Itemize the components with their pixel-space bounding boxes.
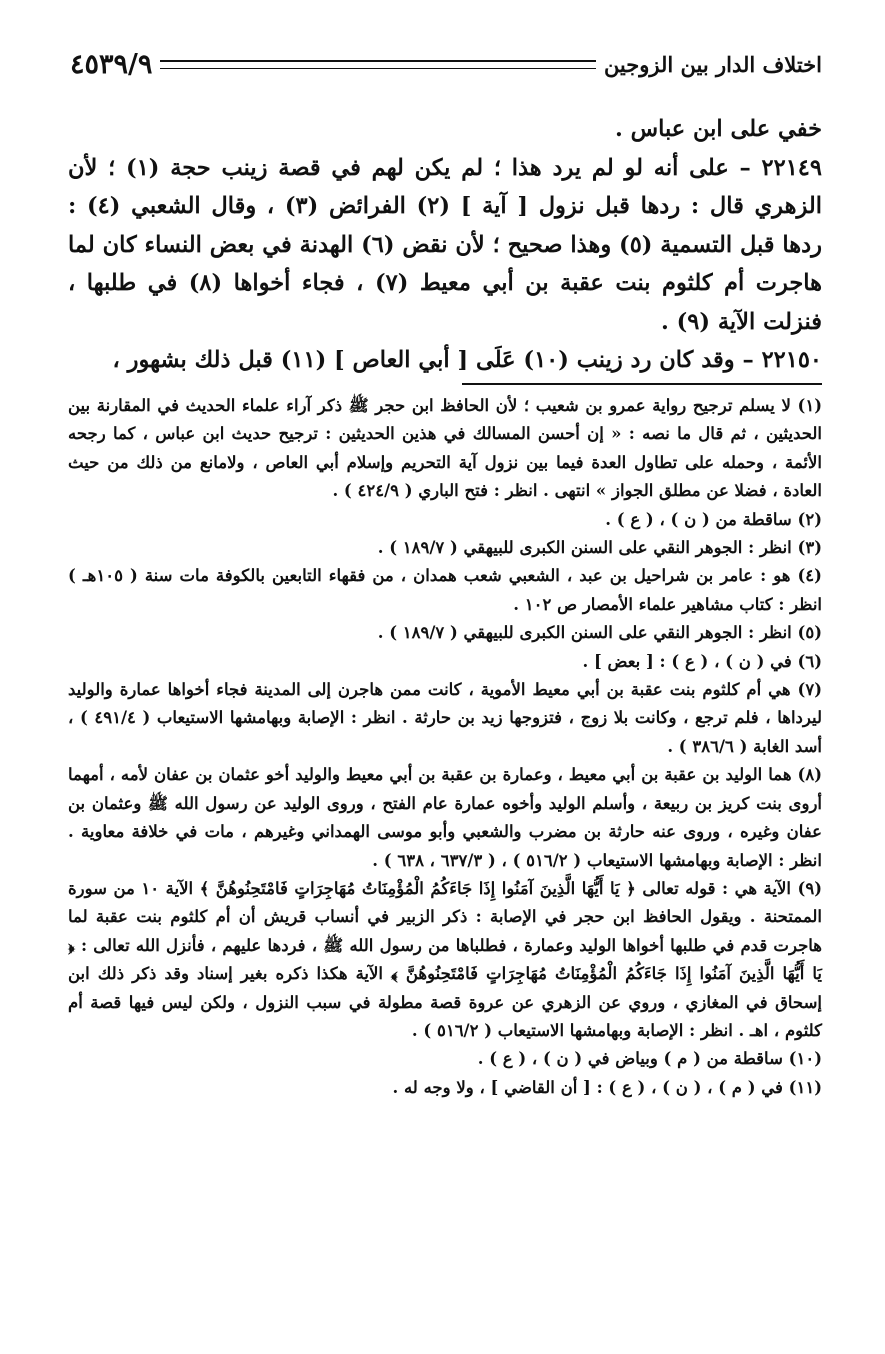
footnote-6: (٦) في ( ن ) ، ( ع ) : [ بعض ] . [582, 651, 822, 671]
running-title: اختلاف الدار بين الزوجين [603, 51, 822, 77]
footnote-3: (٣) انظر : الجوهر النقي على السنن الكبرى للبيهقي ( ١٨٩/٧ ) . [377, 538, 822, 558]
footnotes [68, 392, 822, 1102]
footnote-11: (١١) في ( م ) ، ( ن ) ، ( ع ) : [ أن القاضي ] ، ولا وجه له . [392, 1077, 822, 1097]
footnote-5: (٥) انظر : الجوهر النقي على السنن الكبرى للبيهقي ( ١٨٩/٧ ) . [377, 623, 822, 643]
footnote-8: (٨) هما الوليد بن عقبة بن أبي معيط ، وعمارة بن عقبة بن أبي معيط والوليد أخو عثمان بن عفان لأمه ، أمهما أروى بنت كريز بن ربيعة ، وأسلم الوليد وأخوه عمارة عام الفتح ، وروى الوليد عن رسول الله ﷺ وعثمان بن عفان وغيره ، وروى عنه حارثة بن مضرب والشعبي وأبو موسى الهمداني وغيرهم ، مات في خلافة معاوية . انظر : الإصابة وبهامشها الاستيعاب ( ٥١٦/٢ ) ، ( ٦٣٧/٣ ، ٦٣٨ ) . [68, 765, 822, 870]
page-header [70, 44, 822, 84]
footnote-10: (١٠) ساقطة من ( م ) وبياض في ( ن ) ، ( ع ) . [477, 1049, 822, 1069]
footnote-1: (١) لا يسلم ترجيح رواية عمرو بن شعيب ؛ لأن الحافظ ابن حجر ﷺ ذكر آراء علماء الحديث في المقارنة بين الحديثين ، ثم قال ما نصه : « إن أحسن المسالك في هذين الحديثين : ترجيح حديث ابن عباس ، كما رجحه الأئمة ، وحمله على تطاول العدة فيما بين نزول آية التحريم وإسلام أبي العاص ، ولامانع من ذلك من حيث العادة ، فضلا عن مطلق الجواز » انتهى . انظر : فتح الباري ( ٤٢٤/٩ ) . [68, 396, 822, 501]
footnote-separator [462, 383, 822, 385]
main-paragraph: ٢٢١٤٩ – على أنه لو لم يرد هذا ؛ لم يكن لهم في قصة زينب حجة (١) ؛ لأن الزهري قال : ردها قبل نزول [ آية ] (٢) الفرائض (٣) ، وقال الشعبي (٤) : ردها قبل التسمية (٥) وهذا صحيح ؛ لأن نقض (٦) الهدنة في بعض النساء كان لما هاجرت أم كلثوم بنت عقبة بن أبي معيط (٧) ، فجاء أخواها (٨) في طلبها ، فنزلت الآية (٩) . [68, 154, 822, 335]
main-line: خفي على ابن عباس . [614, 116, 822, 142]
header-rule [160, 60, 596, 69]
footnote-9: (٩) الآية هي : قوله تعالى ﴿ يَا أَيُّهَا الَّذِينَ آمَنُوا إِذَا جَاءَكُمُ الْمُؤْمِنَاتُ مُهَاجِرَاتٍ فَامْتَحِنُوهُنَّ ﴾ الآية ١٠ من سورة الممتحنة . ويقول الحافظ ابن حجر في الإصابة : ذكر الزبير في أنساب قريش أن أم كلثوم بنت عقبة لما هاجرت قدم في طلبها أخواها الوليد وعمارة ، فطلباها من رسول الله ﷺ ، فردها عليهم ، فأنزل الله تعالى : ﴿ يَا أَيُّهَا الَّذِينَ آمَنُوا إِذَا جَاءَكُمُ الْمُؤْمِنَاتُ مُهَاجِرَاتٍ فَامْتَحِنُوهُنَّ ﴾ الآية هكذا ذكره بغير إسناد وقد ذكر ذلك ابن إسحاق في المغازي ، وروي عن الزهري عن عروة قصة مطولة في سبب النزول ، ولكن ليس فيها قصة أم كلثوم ، اهـ . انظر : الإصابة وبهامشها الاستيعاب ( ٥١٦/٢ ) . [68, 878, 822, 1040]
page-number: ٤٥٣٩/٩ [70, 48, 153, 80]
main-text [68, 110, 822, 380]
footnote-4: (٤) هو : عامر بن شراحيل بن عبد ، الشعبي شعب همدان ، من فقهاء التابعين بالكوفة مات سنة ( ١٠٥هـ ) انظر : كتاب مشاهير علماء الأمصار ص ١٠٢ . [68, 566, 822, 614]
main-paragraph: ٢٢١٥٠ – وقد كان رد زينب (١٠) عَلَى [ أبي العاص ] (١١) قبل ذلك بشهور ، [112, 347, 822, 373]
footnote-7: (٧) هي أم كلثوم بنت عقبة بن أبي معيط الأموية ، كانت ممن هاجرن إلى المدينة فجاء أخواها عمارة والوليد ليرداها ، فلم ترجع ، وكانت بلا زوج ، فتزوجها زيد بن حارثة . انظر : الإصابة وبهامشها الاستيعاب ( ٤٩١/٤ ) ، أسد الغابة ( ٣٨٦/٦ ) . [68, 680, 823, 756]
footnote-2: (٢) ساقطة من ( ن ) ، ( ع ) . [605, 509, 822, 529]
